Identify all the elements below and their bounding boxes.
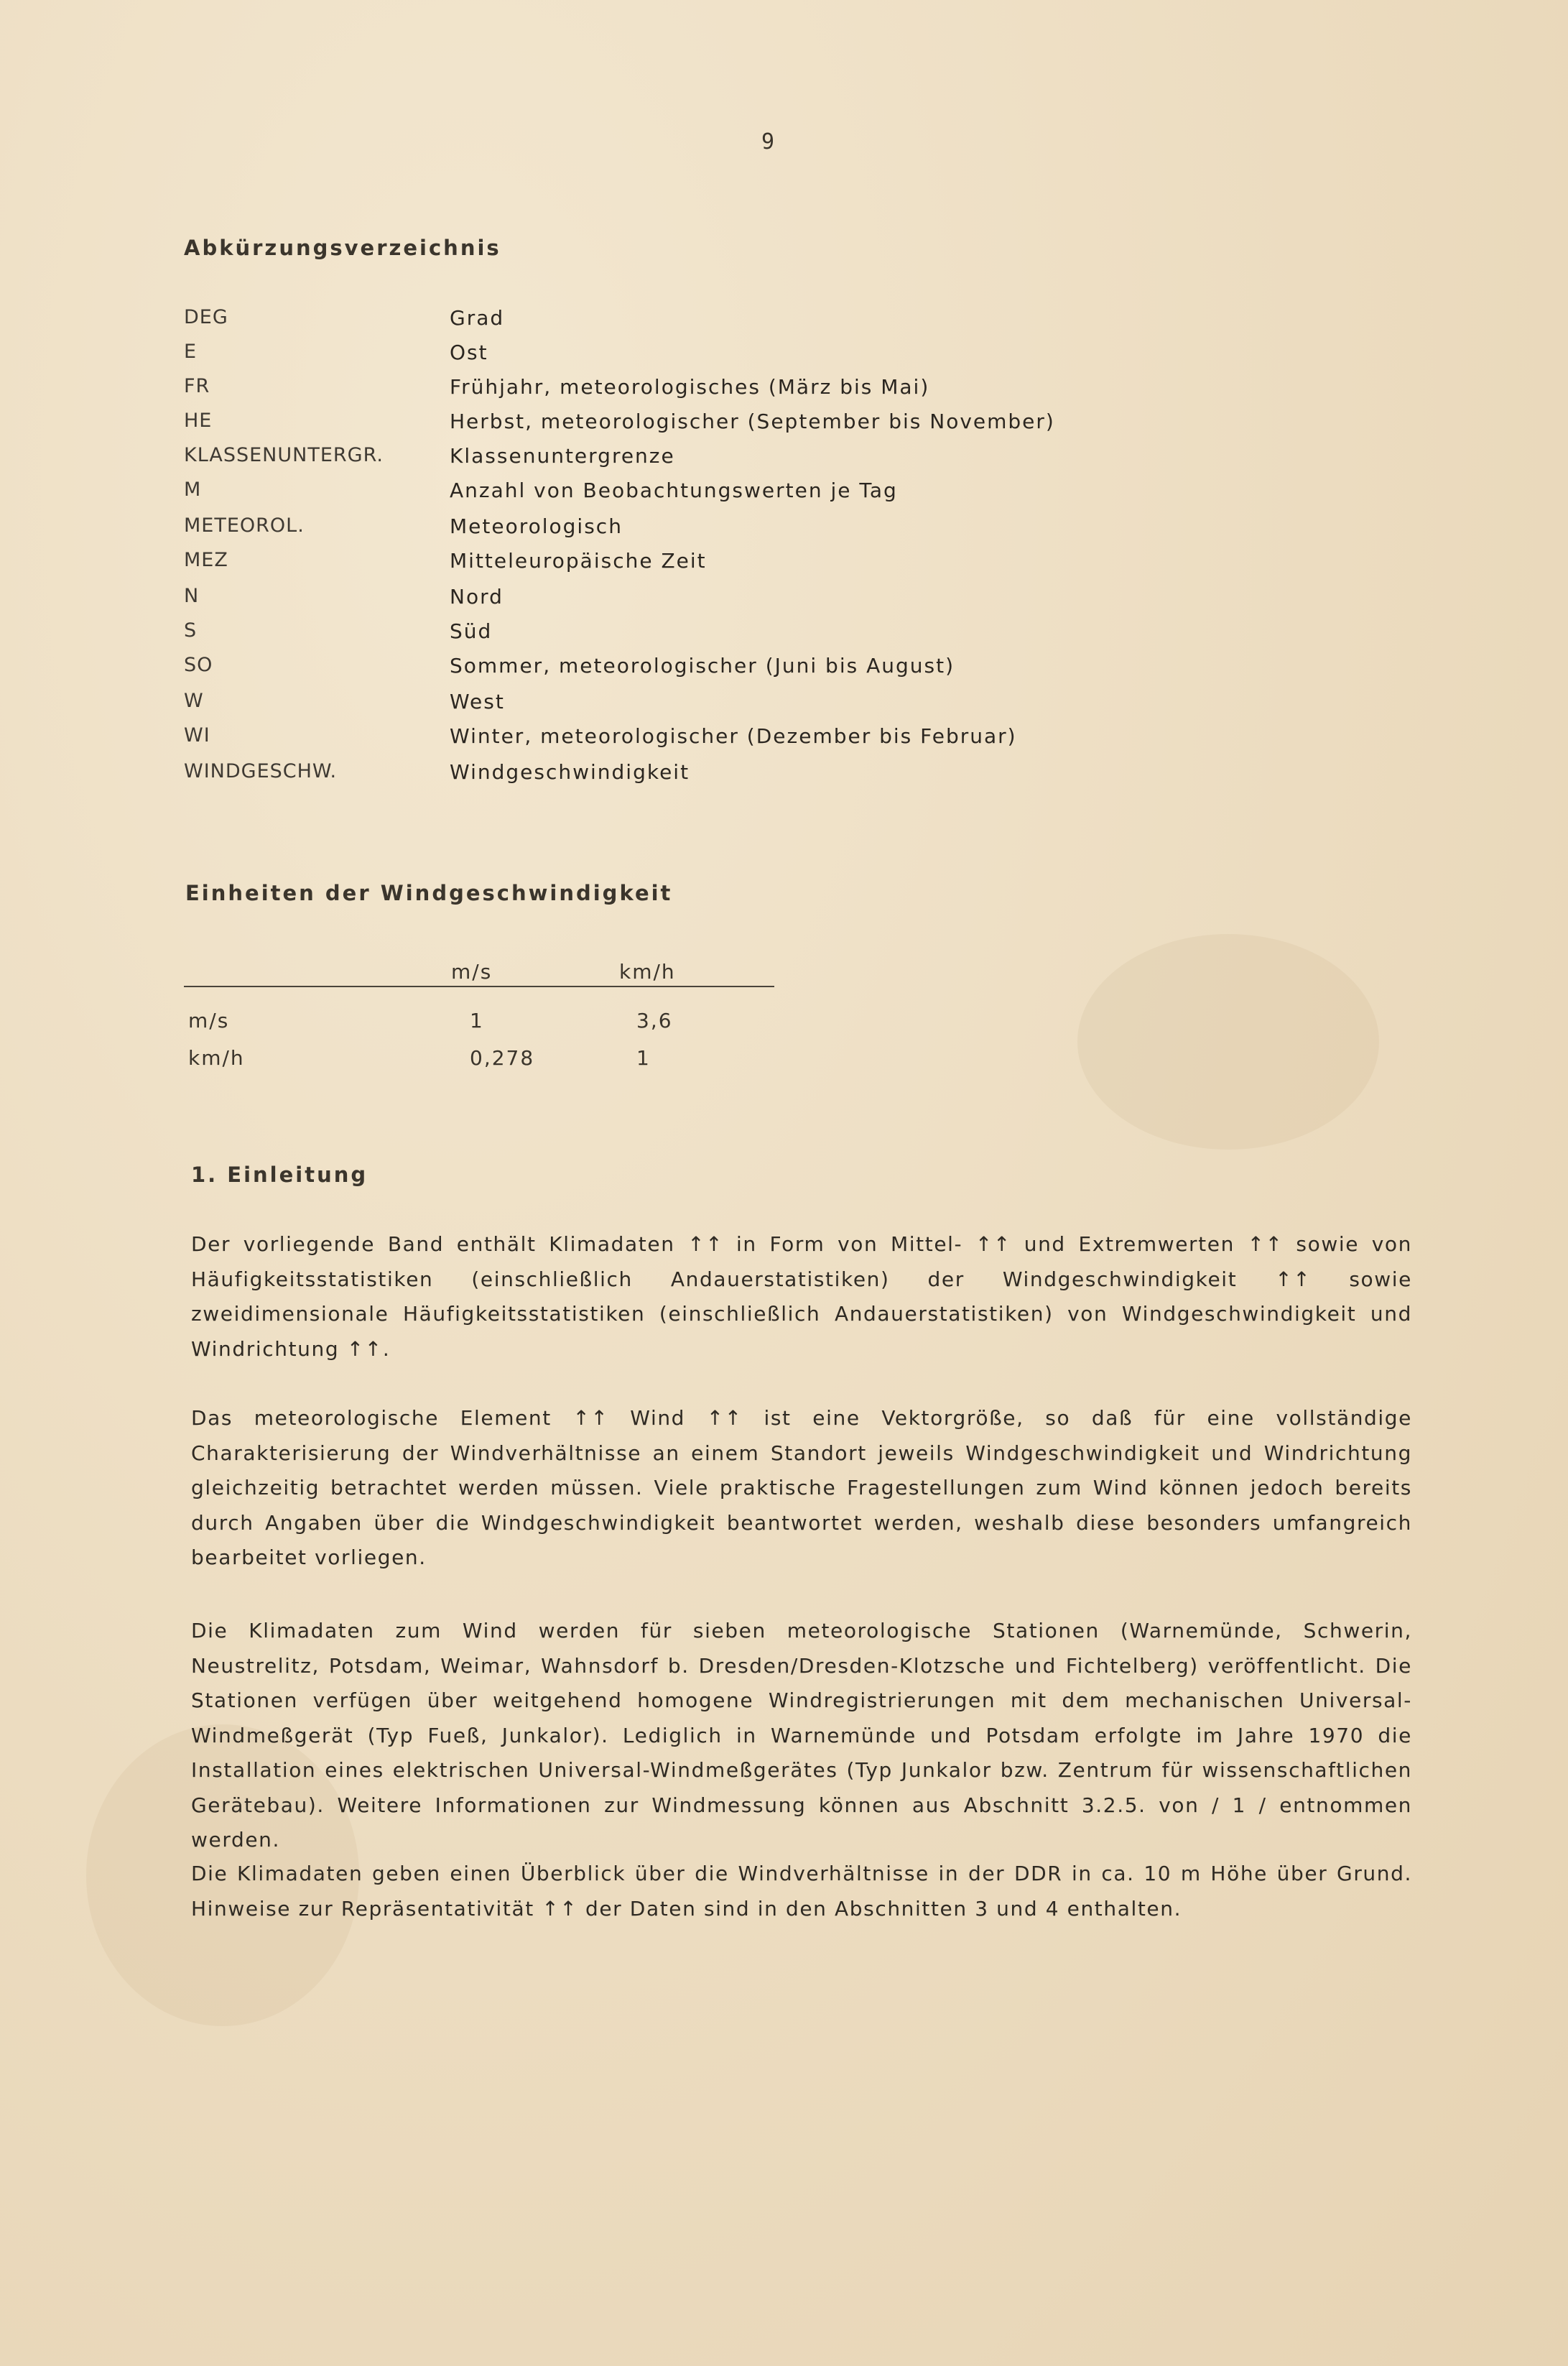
abbreviation-key: METEOROL. — [184, 514, 305, 537]
abbreviation-value: Meteorologisch — [450, 514, 623, 538]
abbreviation-key: SO — [184, 654, 213, 676]
abbreviation-value: Windgeschwindigkeit — [450, 760, 690, 784]
abbreviation-key: E — [184, 341, 198, 363]
abbreviation-value: Klassenuntergrenze — [450, 444, 675, 468]
abbreviation-key: DEG — [184, 306, 228, 328]
paper-stain — [1077, 934, 1379, 1150]
abbreviation-value: Grad — [450, 306, 505, 330]
paragraph: Die Klimadaten zum Wind werden für sieben meteorologische Stationen (Warnemünde, Schwerin, Neustrelitz, Potsdam, Weimar, Wahnsdorf b. Dresden/Dresden-Klotzsche und Fichtelberg) veröffentlicht. Die Stationen verfügen über weitgehend homogene Windregistrierungen mit dem mechanischen Universal-Windmeßgerät (Typ Fueß, Junkalor). Lediglich in Warnemünde und Potsdam erfolgte im Jahre 1970 die Installation eines elektrischen Universal-Windmeßgerätes (Typ Junkalor bzw. Zentrum für wissenschaftlichen Gerätebau). Weitere Informationen zur Windmessung können aus Abschnitt 3.2.5. von / 1 / entnommen werden. — [191, 1619, 1412, 1852]
units-heading: Einheiten der Windgeschwindigkeit — [185, 881, 673, 905]
abbreviation-value: Mitteleuropäische Zeit — [450, 549, 707, 573]
table-rule — [184, 986, 774, 987]
section-heading: 1. Einleitung — [191, 1163, 368, 1187]
abbreviation-key: FR — [184, 375, 210, 397]
column-header: km/h — [619, 960, 676, 984]
abbreviation-key: WI — [184, 724, 210, 747]
table-cell: 0,278 — [470, 1046, 535, 1070]
abbreviation-value: Sommer, meteorologischer (Juni bis August) — [450, 654, 955, 678]
abbreviation-value: Ost — [450, 341, 488, 364]
abbreviation-key: KLASSENUNTERGR. — [184, 444, 384, 466]
table-cell: 1 — [636, 1046, 651, 1070]
abbreviation-key: W — [184, 690, 204, 712]
abbreviation-key: N — [184, 585, 200, 607]
abbreviation-value: Nord — [450, 585, 504, 609]
paragraph: Der vorliegende Band enthält Klimadaten ↑↑ in Form von Mittel- ↑↑ und Extremwerten ↑↑ sowie von Häufigkeitsstatistiken (einschließlich Andauerstatistiken) der Windgeschwindigkeit ↑↑ sowie zweidimensionale Häufigkeitsstatistiken (einschließlich Andauerstatistiken) von Windgeschwindigkeit und Windrichtung ↑↑. — [191, 1232, 1412, 1361]
paragraph: Die Klimadaten geben einen Überblick über die Windverhältnisse in der DDR in ca. 10 m Höhe über Grund. Hinweise zur Repräsentativität ↑↑ der Daten sind in den Abschnitten 3 und 4 enthalten. — [191, 1862, 1412, 1921]
table-cell: 3,6 — [636, 1009, 673, 1032]
table-cell: 1 — [470, 1009, 484, 1032]
row-label: m/s — [188, 1009, 230, 1032]
abbreviation-value: Frühjahr, meteorologisches (März bis Mai) — [450, 375, 930, 399]
abbreviation-key: HE — [184, 410, 213, 432]
abbreviation-value: Herbst, meteorologischer (September bis November) — [450, 410, 1055, 433]
abbreviation-key: MEZ — [184, 549, 228, 571]
row-label: km/h — [188, 1046, 245, 1070]
abbreviation-value: Winter, meteorologischer (Dezember bis Februar) — [450, 724, 1017, 748]
abbreviation-key: S — [184, 619, 198, 642]
abbreviations-heading: Abkürzungsverzeichnis — [184, 236, 501, 260]
abbreviation-value: West — [450, 690, 505, 713]
abbreviation-key: M — [184, 479, 202, 501]
paragraph: Das meteorologische Element ↑↑ Wind ↑↑ ist eine Vektorgröße, so daß für eine vollständige Charakterisierung der Windverhältnisse an einem Standort jeweils Windgeschwindigkeit und Windrichtung gleichzeitig betrachtet werden müssen. Viele praktische Fragestellungen zum Wind können jedoch bereits durch Angaben über die Windgeschwindigkeit beantwortet werden, weshalb diese besonders umfangreich bearbeitet vorliegen. — [191, 1406, 1412, 1569]
column-header: m/s — [451, 960, 493, 984]
page-number: 9 — [761, 129, 775, 154]
abbreviation-key: WINDGESCHW. — [184, 760, 338, 782]
abbreviation-value: Anzahl von Beobachtungswerten je Tag — [450, 479, 898, 502]
abbreviation-value: Süd — [450, 619, 493, 643]
